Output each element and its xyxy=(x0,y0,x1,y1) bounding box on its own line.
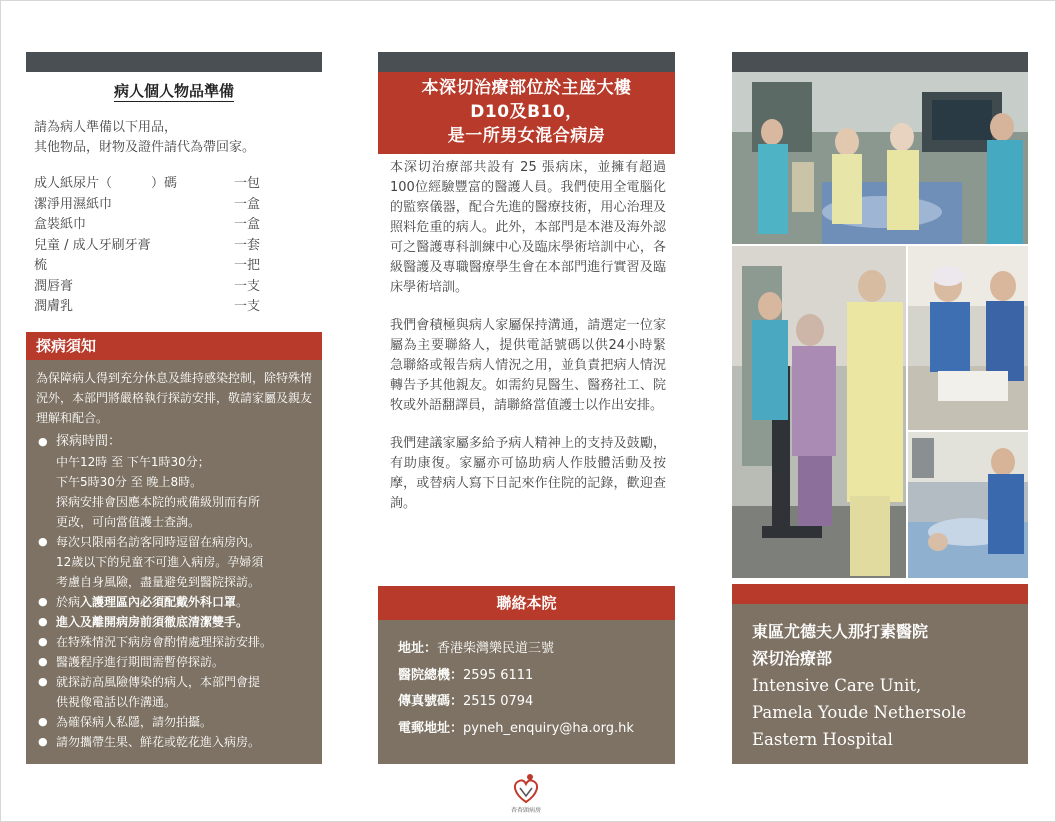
hospital-name-en-line-1: Intensive Care Unit, xyxy=(752,676,922,695)
item-qty: 一盒 xyxy=(233,217,260,232)
about-heading xyxy=(378,72,675,154)
email-link[interactable]: pyneh_enquiry@ha.org.hk xyxy=(463,720,634,736)
about-heading-line-1: 本深切治療部位於主座大樓 xyxy=(421,78,632,98)
rule2-end: 。 xyxy=(236,595,249,609)
item-qty: 一支 xyxy=(233,299,260,314)
rule4-text: 在特殊情況下病房會酌情處理探訪安排。 xyxy=(56,635,273,649)
item-name: 兒童 / 成人牙刷牙膏 xyxy=(34,237,151,253)
hours-line-2: 下午5時30分 至 晚上8時。 xyxy=(56,475,203,489)
email-row xyxy=(398,716,675,743)
visiting-intro: 為保障病人得到充分休息及維持感染控制，除特殊情況外，本部門將嚴格執行探訪安排，敬請家屬及親友理解和配合。 xyxy=(36,371,313,425)
personal-items-title-text: 病人個人物品準備 xyxy=(113,82,234,100)
nurses-preparation-photo xyxy=(908,246,1028,430)
item-name: 潔淨用濕紙巾 xyxy=(34,196,113,212)
rule3-text: 進入及離開病房前須徹底清潔雙手。 xyxy=(56,615,249,629)
visiting-panel xyxy=(26,360,322,764)
hours-line-1: 中午12時 至 下午1時30分； xyxy=(56,455,210,469)
rule6-line-1: ● 就探訪高風險傳染的病人，本部門會提 xyxy=(56,675,261,689)
list-item xyxy=(36,612,314,632)
list-item xyxy=(36,532,314,592)
column1-top-bar xyxy=(26,52,322,72)
item-qty: 一盒 xyxy=(233,196,260,212)
intro-line-2: 其他物品，財物及證件請代為帶回家。 xyxy=(34,140,256,155)
column2-top-bar xyxy=(378,52,675,72)
icu-team-photo xyxy=(732,72,1028,244)
about-paragraph-2: 我們會積極與病人家屬保持溝通，請選定一位家屬為主要聯絡人，提供電話號碼以供24小時緊急聯絡或報告病人情況之用，並負責把病人情況轉告予其他親友。如需約見醫生、醫務社工、院牧或外語翻譯員，請聯絡當值護士以作出安排。 xyxy=(390,318,666,413)
item-name: 潤膚乳 xyxy=(34,299,74,314)
item-qty: 一支 xyxy=(233,278,260,294)
item-qty: 一把 xyxy=(233,258,260,273)
list-item xyxy=(34,195,260,216)
visiting-title: 探病須知 xyxy=(26,332,322,360)
email-label: 電郵地址： xyxy=(398,720,464,736)
contact-panel xyxy=(378,620,675,764)
rule1-line-3: 考慮自身風險，盡量避免到醫院探訪。 xyxy=(56,575,261,589)
about-heading-line-2: D10及B10， xyxy=(470,102,583,122)
rule2-text: 於病 xyxy=(56,595,81,609)
list-item xyxy=(36,712,314,732)
column3-red-bar xyxy=(732,584,1028,604)
about-paragraph-3: 我們建議家屬多給予病人精神上的支持及鼓勵，有助康復。家屬亦可協助病人作肢體活動及按摩，或替病人寫下日記來作住院的記錄，歡迎查詢。 xyxy=(390,436,666,511)
address-value: 香港柴灣樂民道三號 xyxy=(437,641,555,656)
list-item xyxy=(36,732,314,752)
bedside-care-photo xyxy=(908,432,1028,578)
item-qty: 一套 xyxy=(233,237,260,253)
item-name: 成人紙尿片（ ）碼 xyxy=(34,176,178,191)
hours-line-3: 探病安排會因應本院的戒備級別而有所 xyxy=(56,495,261,509)
fax-value: 2515 0794 xyxy=(463,694,534,709)
list-item xyxy=(34,256,260,277)
hours-line-4: 更改，可向當值護士查詢。 xyxy=(56,515,201,529)
item-name: 盒裝紙巾 xyxy=(34,217,87,232)
address-label: 地址： xyxy=(398,641,438,656)
hospital-name-en-line-3: Eastern Hospital xyxy=(752,730,893,749)
rule1-line-2: 12歲以下的兒童不可進入病房。孕婦須 xyxy=(56,555,264,569)
list-item xyxy=(34,236,260,257)
list-item xyxy=(36,672,314,712)
hospital-name-en-line-2: Pamela Youde Nethersole xyxy=(752,703,967,722)
about-body xyxy=(390,158,666,532)
rule6-line-2: 供視像電話以作溝通。 xyxy=(56,695,177,709)
list-item xyxy=(36,592,314,612)
personal-items-intro xyxy=(34,118,324,158)
column3-top-bar xyxy=(732,52,1028,72)
rule7-text: 為確保病人私隱，請勿拍攝。 xyxy=(56,715,213,729)
hospital-heart-logo-icon xyxy=(500,772,552,814)
list-item xyxy=(36,652,314,672)
list-item xyxy=(34,277,260,298)
list-item xyxy=(34,215,260,236)
fax-label: 傳真號碼： xyxy=(398,694,464,709)
about-paragraph-1: 本深切治療部共設有 25 張病床，並擁有超過100位經驗豐富的醫護人員。我們使用全電腦化的監察儀器，配合先進的醫療技術，用心治理及照料危重的病人。此外，本部門是本港及海外認可之醫護專科訓練中心及臨床學術培訓中心，各級醫護及專職醫療學生會在本部門進行實習及臨床學術培訓。 xyxy=(390,160,666,295)
fax-row xyxy=(398,689,675,716)
logo-caption: 杏杏頭病房 xyxy=(510,807,542,814)
item-name: 梳 xyxy=(34,258,48,273)
about-heading-line-3: 是一所男女混合病房 xyxy=(447,126,606,146)
list-item xyxy=(34,174,260,195)
list-item xyxy=(36,432,314,532)
rule5-text: 醫護程序進行期間需暫停探訪。 xyxy=(56,655,225,669)
intro-line-1: 請為病人準備以下用品， xyxy=(34,120,178,135)
hospital-panel xyxy=(732,604,1028,764)
hospital-name-zh: 東區尤德夫人那打素醫院 xyxy=(752,622,929,641)
phone-value: 2595 6111 xyxy=(463,667,534,683)
rule8-text: 請勿攜帶生果、鮮花或乾花進入病房。 xyxy=(56,735,261,749)
list-item xyxy=(34,297,260,318)
phone-label: 醫院總機： xyxy=(398,667,464,683)
phone-row xyxy=(398,663,675,690)
department-name-zh: 深切治療部 xyxy=(752,649,833,668)
hours-label: ● 探病時間： xyxy=(56,434,122,449)
personal-items-list xyxy=(34,174,260,318)
personal-items-title xyxy=(26,80,322,101)
rule1-line-1: ● 每次只限兩名訪客同時逗留在病房內。 xyxy=(56,535,261,549)
address-row xyxy=(398,636,675,663)
item-name: 潤唇膏 xyxy=(34,278,74,294)
list-item xyxy=(36,632,314,652)
patient-rehab-photo xyxy=(732,246,906,578)
item-qty: 一包 xyxy=(233,176,260,191)
rule2-bold-text: 入護理區內必須配戴外科口罩 xyxy=(80,595,237,609)
visiting-rules xyxy=(36,432,314,752)
contact-title: 聯絡本院 xyxy=(378,586,675,620)
